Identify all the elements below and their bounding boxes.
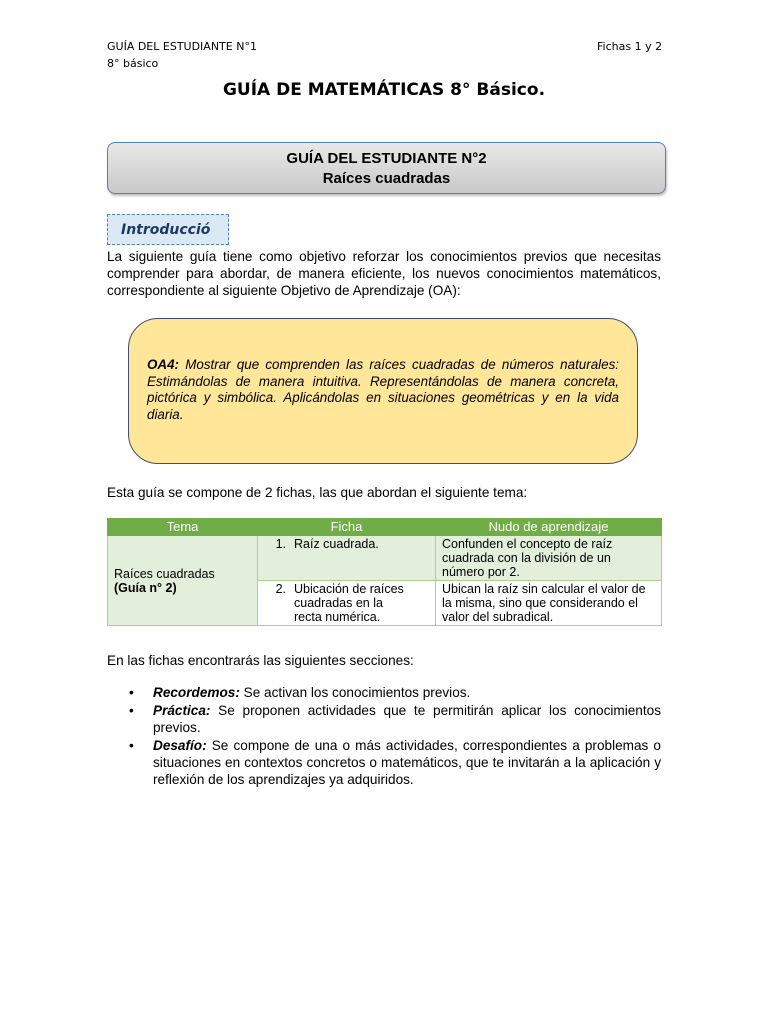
table-row — [108, 536, 662, 581]
header-ficha: Ficha — [258, 519, 436, 536]
header-grade: 8° básico — [107, 57, 159, 70]
ficha-cell — [258, 536, 436, 581]
list-item — [107, 737, 661, 788]
topic-guide: (Guía n° 2) — [114, 580, 177, 595]
ficha-name: Ubicación de raíces cuadradas en la recta numérica. — [294, 582, 404, 624]
sections-list — [107, 684, 661, 789]
list-item — [107, 702, 661, 736]
header-fichas: Fichas 1 y 2 — [597, 40, 663, 53]
section-description: Se activan los conocimientos previos. — [239, 685, 471, 700]
nudo-cell: Ubican la raíz sin calcular el valor de la misma, sino que considerando el valor del subradical. — [436, 581, 662, 626]
section-name: Recordemos: — [153, 685, 240, 700]
objective-code: OA4: — [147, 357, 179, 372]
sections-intro: En las fichas encontrarás las siguientes secciones: — [107, 653, 414, 668]
header-tema: Tema — [108, 519, 258, 536]
table-header-row — [108, 519, 662, 536]
guide-banner — [107, 142, 666, 194]
list-item — [107, 684, 661, 701]
bullet-icon: • — [129, 685, 134, 700]
topic-name: Raíces cuadradas — [114, 566, 215, 581]
nudo-cell: Confunden el concepto de raíz cuadrada con la división de un número por 2. — [436, 536, 662, 581]
intro-paragraph: La siguiente guía tiene como objetivo reforzar los conocimientos previos que necesitas comprender para abordar, de manera eficiente, los nuevos conocimientos matemáticos, correspondiente al siguiente Objetivo de Aprendizaje (OA): — [107, 249, 661, 298]
section-name: Desafío: — [153, 738, 207, 753]
introduction-label: Introducció — [107, 214, 229, 245]
objective-description: Mostrar que comprenden las raíces cuadradas de números naturales: Estimándolas de manera intuitiva. Representándolas de manera concreta, pictórica y simbólica. Aplicándolas en situaciones geométricas y en la vida diaria. — [147, 357, 619, 422]
topic-cell — [108, 536, 258, 626]
bullet-icon: • — [129, 738, 134, 753]
banner-subtitle: Raíces cuadradas — [322, 170, 451, 187]
bullet-icon: • — [129, 703, 134, 718]
section-description: Se compone de una o más actividades, correspondientes a problemas o situaciones en contextos concretos o matemáticos, que te invitarán a la aplicación y reflexión de los aprendizajes ya adquiridos. — [153, 738, 661, 787]
learning-objective-box — [128, 318, 638, 464]
ficha-name: Raíz cuadrada. — [294, 537, 379, 551]
learning-objective-text — [147, 357, 619, 423]
ficha-number: 1. — [275, 537, 286, 551]
header-guide-number: GUÍA DEL ESTUDIANTE N°1 — [107, 40, 257, 53]
composition-text: Esta guía se compone de 2 fichas, las que abordan el siguiente tema: — [107, 485, 528, 500]
section-description: Se proponen actividades que te permitirán aplicar los conocimientos previos. — [153, 703, 661, 735]
header-nudo: Nudo de aprendizaje — [436, 519, 662, 536]
section-name: Práctica: — [153, 703, 211, 718]
topics-table — [107, 518, 662, 626]
page-title: GUÍA DE MATEMÁTICAS 8° Básico. — [222, 80, 546, 100]
ficha-number: 2. — [275, 582, 286, 596]
ficha-cell — [258, 581, 436, 626]
banner-title: GUÍA DEL ESTUDIANTE N°2 — [286, 150, 487, 167]
